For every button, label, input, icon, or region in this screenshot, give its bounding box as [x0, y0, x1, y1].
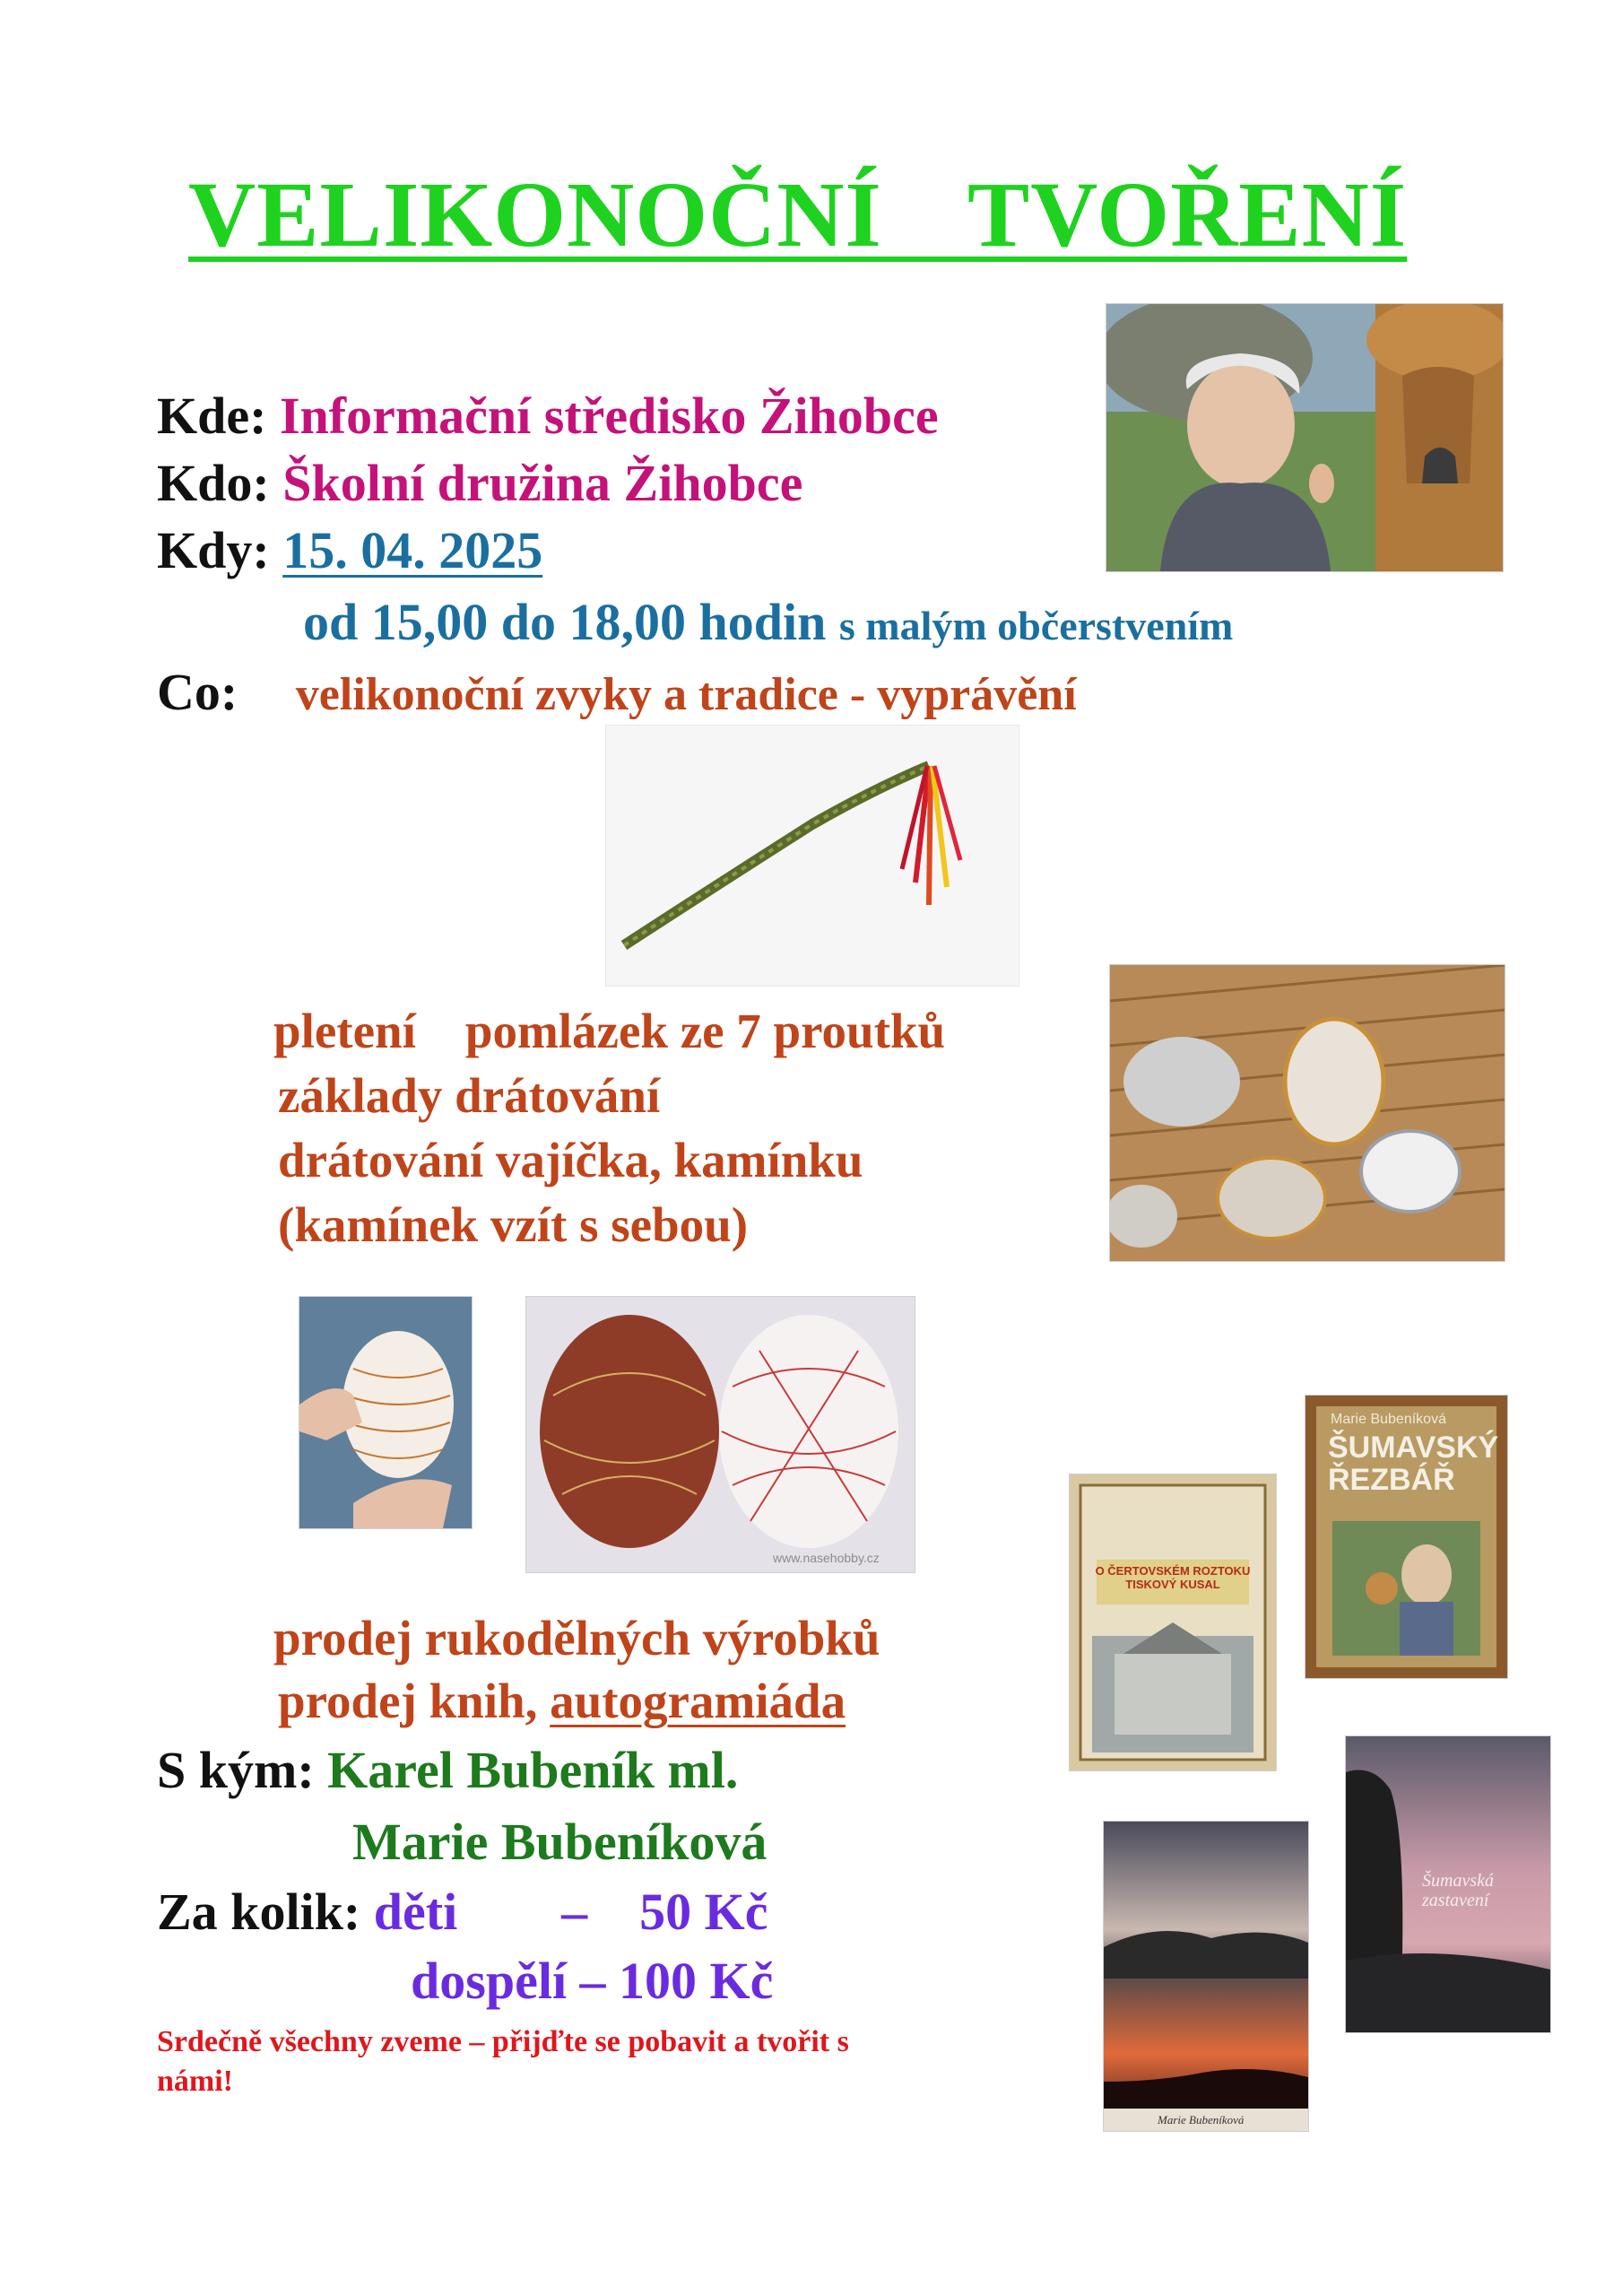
price-adults: dospělí – 100 Kč — [411, 1952, 774, 2010]
pomlazka-photo — [605, 725, 1019, 987]
when-extra: s malým občerstvením — [838, 603, 1234, 648]
when-time-row — [303, 592, 1233, 652]
activity-1: pletení pomlázek ze 7 proutků — [273, 1004, 946, 1058]
book-cover-4 — [1345, 1735, 1551, 2033]
where-value: Informační středisko Žihobce — [279, 387, 939, 445]
page-title: VELIKONOČNÍ TVOŘENÍ — [188, 163, 1408, 266]
what-value: velikonoční zvyky a tradice - vyprávění — [295, 669, 1077, 720]
when-time: od 15,00 do 18,00 hodin — [303, 593, 827, 651]
what-row — [157, 662, 1077, 722]
when-label: Kdy: — [157, 521, 270, 579]
activity-4: (kamínek vzít s sebou) — [278, 1197, 749, 1252]
with-row — [157, 1740, 738, 1800]
egg-hand-photo — [299, 1296, 473, 1529]
with-label: S kým: — [157, 1741, 315, 1799]
sales-line-2-prefix: prodej knih, — [278, 1674, 551, 1728]
woman-photo — [1106, 303, 1504, 572]
who-label: Kdo: — [157, 454, 270, 512]
invite-line-1: Srdečně všechny zveme – přijďte se pobavit a tvořit s — [157, 2025, 849, 2058]
wired-stones-photo — [1109, 964, 1505, 1262]
where-label: Kde: — [157, 387, 267, 445]
who-value: Školní družina Žihobce — [282, 454, 803, 512]
with-person-1: Karel Bubeník ml. — [327, 1741, 739, 1799]
book-cover-1 — [1069, 1474, 1277, 1771]
where-row — [157, 386, 939, 446]
book-cover-3 — [1103, 1821, 1309, 2132]
eggs-watermark: www.nasehobby.cz — [773, 1551, 880, 1565]
book-2-author: Marie Bubeníková — [1331, 1412, 1446, 1427]
price-row — [157, 1882, 768, 1942]
when-date: 15. 04. 2025 — [282, 521, 543, 579]
book-4-title: Šumavská zastavení — [1422, 1871, 1494, 1910]
price-children: děti – 50 Kč — [373, 1883, 768, 1941]
book-cover-2 — [1305, 1395, 1508, 1679]
activity-3: drátování vajíčka, kamínku — [278, 1133, 863, 1187]
what-label: Co: — [157, 663, 239, 721]
sales-line-1: prodej rukodělných výrobků — [273, 1611, 880, 1665]
book-2-title: ŠUMAVSKÝ ŘEZBÁŘ — [1328, 1431, 1499, 1497]
with-person-2: Marie Bubeníková — [352, 1813, 768, 1871]
who-row — [157, 453, 802, 513]
book-3-author: Marie Bubeníková — [1158, 2113, 1245, 2126]
autograph-link: autogramiáda — [550, 1674, 846, 1728]
invite-line-2: námi! — [157, 2065, 233, 2098]
activity-2: základy drátování — [278, 1068, 661, 1123]
sales-line-2 — [278, 1673, 846, 1729]
book-1-title: O ČERTOVSKÉM ROZTOKU TISKOVÝ KUSAL — [1095, 1564, 1251, 1591]
eggs-photo — [525, 1296, 915, 1573]
price-label: Za kolik: — [157, 1883, 361, 1941]
when-row — [157, 520, 542, 580]
